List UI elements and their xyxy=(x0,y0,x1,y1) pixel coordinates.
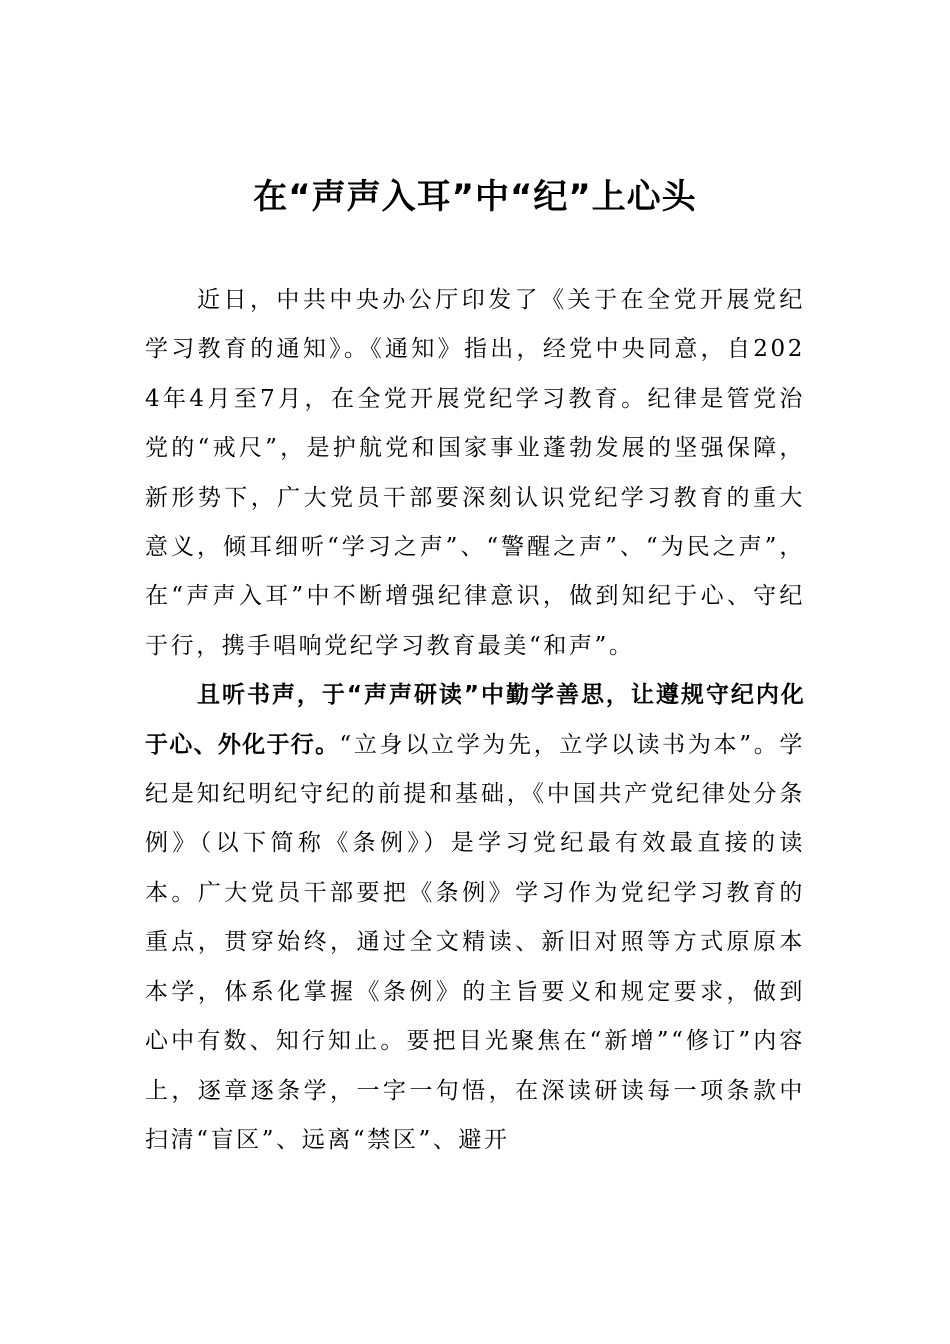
paragraph-1-text: 近日，中共中央办公厅印发了《关于在全党开展党纪学习教育的通知》。《通知》指出，经党中央同意，自2024年4月至7月，在全党开展党纪学习教育。纪律是管党治党的“戒尺”，是护航党和国家事业蓬勃发展的坚强保障，新形势下，广大党员干部要深刻认识党纪学习教育的重大意义，倾耳细听“学习之声”、“警醒之声”、“为民之声”，在“声声入耳”中不断增强纪律意识，做到知纪于心、守纪于行，携手唱响党纪学习教育最美“和声”。 xyxy=(145,287,805,659)
paragraph-2-text: “立身以立学为先，立学以读书为本”。学纪是知纪明纪守纪的前提和基础，《中国共产党纪律处分条例》（以下简称《条例》）是学习党纪最有效最直接的读本。广大党员干部要把《条例》学习作为党纪学习教育的重点，贯穿始终，通过全文精读、新旧对照等方式原原本本学，体系化掌握《条例》的主旨要义和规定要求，做到心中有数、知行知止。要把目光聚焦在“新增”“修订”内容上，逐章逐条学，一字一句悟，在深读研读每一项条款中扫清“盲区”、远离“禁区”、避开 xyxy=(145,731,806,1153)
paragraph-2 xyxy=(145,671,805,1165)
document-body xyxy=(145,276,805,1165)
document-title: 在“声声入耳”中“纪”上心头 xyxy=(253,177,697,217)
paragraph-2-lead: 且听书声，于“声声研读”中勤学善思，让遵规守纪内化于心、外化于行。 xyxy=(145,682,805,758)
paragraph-1 xyxy=(145,276,805,671)
